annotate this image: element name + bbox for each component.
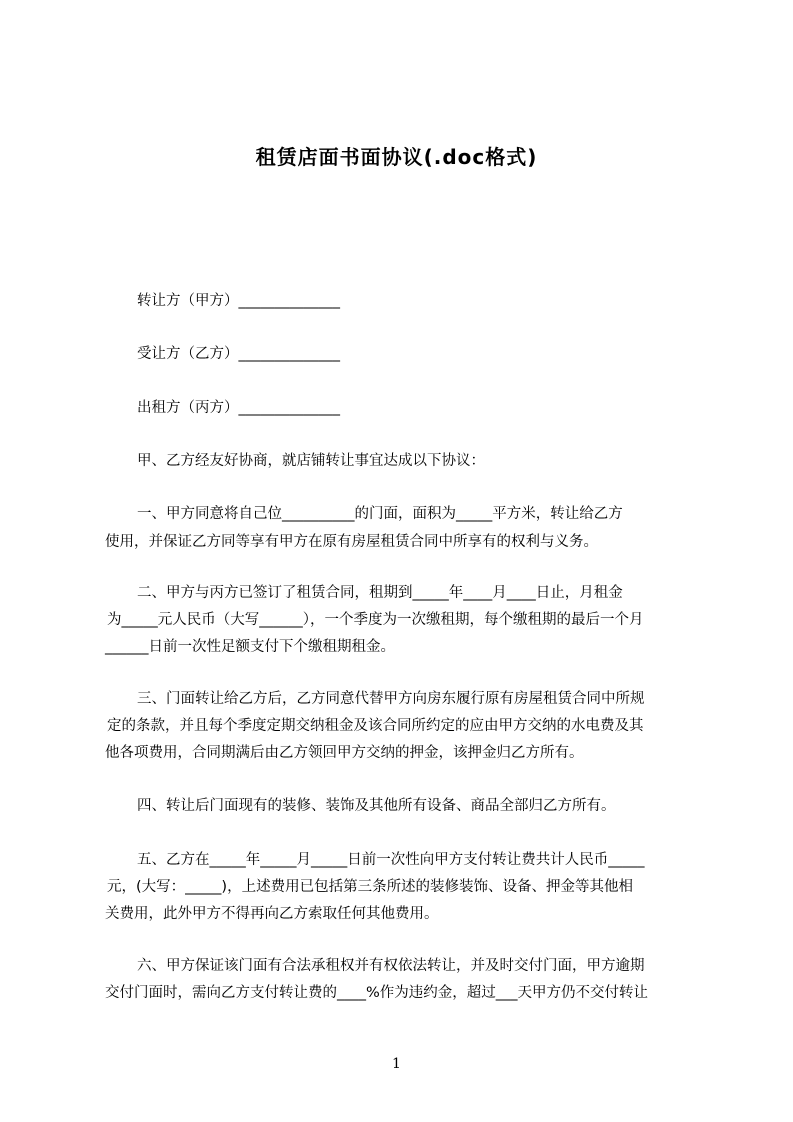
clause-6-line-1: 六、甲方保证该门面有合法承租权并有权依法转让，并及时交付门面，甲方逾期 bbox=[137, 958, 645, 974]
clause-6-line-2: 交付门面时，需向乙方支付转让费的____%作为违约金，超过___天甲方仍不交付转让 bbox=[105, 985, 649, 1001]
clause-3-line-3: 他各项费用，合同期满后由乙方领回甲方交纳的押金，该押金归乙方所有。 bbox=[105, 745, 584, 761]
clause-5-line-1: 五、乙方在_____年_____月_____日前一次性向甲方支付转让费共计人民币_____ bbox=[137, 852, 645, 868]
clause-2-line-1: 二、甲方与丙方已签订了租赁合同，租期到_____年____月____日止，月租金 bbox=[137, 585, 623, 601]
clause-1-line-2: 使用，并保证乙方同等享有甲方在原有房屋租赁合同中所享有的权利与义务。 bbox=[105, 534, 598, 550]
clause-5-line-3: 关费用，此外甲方不得再向乙方索取任何其他费用。 bbox=[105, 906, 439, 922]
intro-paragraph: 甲、乙方经友好协商，就店铺转让事宜达成以下协议： bbox=[137, 453, 485, 469]
clause-2-line-2: 为_____元人民币（大写______），一个季度为一次缴租期，每个缴租期的最后一个月 bbox=[107, 612, 644, 628]
clause-2-line-3: ______日前一次性足额支付下个缴租期租金。 bbox=[105, 639, 395, 655]
clause-4-line-1: 四、转让后门面现有的装修、装饰及其他所有设备、商品全部归乙方所有。 bbox=[137, 798, 616, 814]
party-b-line: 受让方（乙方）______________ bbox=[137, 346, 340, 362]
document-title: 租赁店面书面协议(.doc格式) bbox=[255, 145, 538, 169]
party-a-line: 转让方（甲方）______________ bbox=[137, 293, 340, 309]
clause-1-line-1: 一、甲方同意将自己位__________的门面，面积为_____平方米，转让给乙方 bbox=[137, 506, 623, 522]
page-number: 1 bbox=[392, 1056, 401, 1072]
clause-3-line-2: 定的条款，并且每个季度定期交纳租金及该合同所约定的应由甲方交纳的水电费及其 bbox=[107, 718, 644, 734]
clause-5-line-2: 元，(大写：_____)，上述费用已包括第三条所述的装修装饰、设备、押金等其他相 bbox=[107, 879, 634, 895]
party-c-line: 出租方（丙方）______________ bbox=[137, 400, 340, 416]
clause-3-line-1: 三、门面转让给乙方后，乙方同意代替甲方向房东履行原有房屋租赁合同中所规 bbox=[137, 691, 645, 707]
